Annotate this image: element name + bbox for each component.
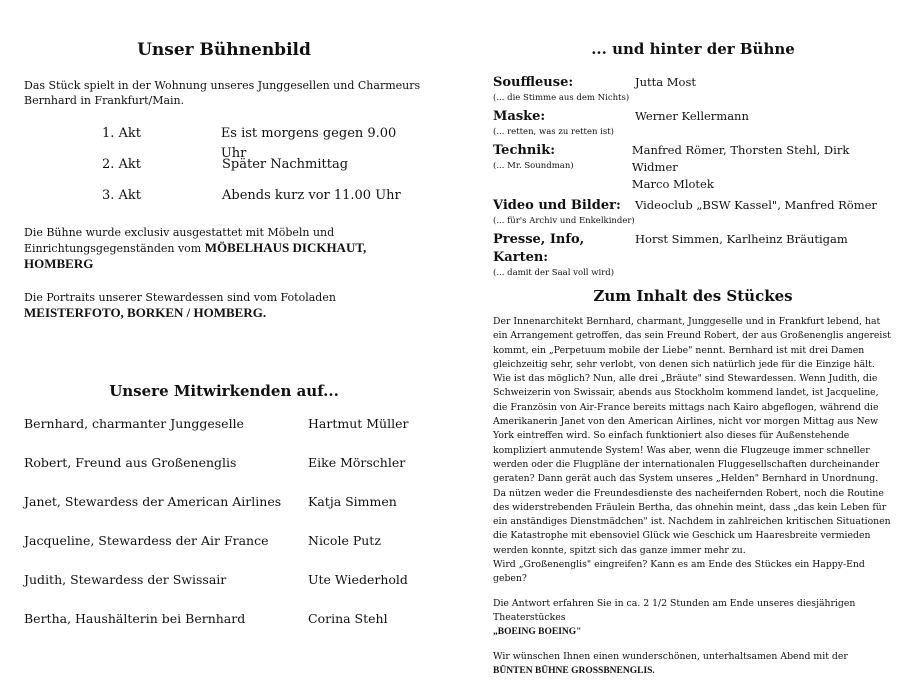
crew-names: Videoclub „BSW Kassel", Manfred Römer: [635, 198, 877, 212]
cast-row: [24, 533, 424, 572]
crew-role-note: (... die Stimme aus dem Nichts): [493, 93, 630, 103]
crew-role: Technik:: [493, 143, 556, 158]
left-page: [24, 40, 424, 626]
cast-role: Robert, Freund aus Großenenglis: [24, 455, 237, 470]
closing-wish: [493, 650, 893, 679]
play-title: „BOEING BOEING": [493, 627, 582, 638]
backstage-title: ... und hinter der Bühne: [591, 40, 795, 58]
cast-role: Janet, Stewardess der American Airlines: [24, 494, 282, 509]
stage-furnishing-text: Die Bühne wurde exclusiv ausgestattet mit Möbeln und Einrichtungsgegenständen vom: [24, 226, 335, 255]
cast-role: Judith, Stewardess der Swissair: [24, 572, 227, 587]
crew-role-note: (... damit der Saal voll wird): [493, 268, 615, 278]
cast-actor: Hartmut Müller: [308, 416, 409, 431]
closing-wish-text: Wir wünschen Ihnen einen wunderschönen, unterhaltsamen Abend mit der: [493, 650, 848, 662]
cast-row: [24, 455, 424, 494]
cast-actor: Ute Wiederhold: [308, 572, 408, 587]
answer-text: Die Antwort erfahren Sie in ca. 2 1/2 Stunden am Ende unseres diesjährigen Theaterstückes: [493, 597, 856, 623]
cast-row: [24, 494, 424, 533]
cast-list: [24, 416, 424, 650]
crew-row: [493, 197, 893, 227]
portrait-credit-text: Die Portraits unserer Stewardessen sind vom Fotoladen: [24, 291, 336, 304]
stage-furnishing: [24, 225, 424, 272]
cast-row: [24, 416, 424, 455]
crew-role-note: (... für's Archiv und Enkelkinder): [493, 216, 635, 226]
portrait-credit-company: MEISTERFOTO, BORKEN / HOMBERG.: [24, 305, 267, 320]
crew-row: [493, 108, 893, 138]
cast-row: [24, 611, 424, 650]
plot-paragraph: Der Innenarchitekt Bernhard, charmant, Junggeselle und in Frankfurt lebend, hat ein Arrangement getroffen, das sein Freund Robert, der aus Großenenglis angereist kommt, ein „Perpetuum mobile der Liebe" nennt. Bernhard ist mit drei Damen gleichzeitig sehr, sehr verlobt, von denen sich natürlich jede für die Einzige hält. Wie ist das möglich? Nun, alle drei „Bräute" sind Stewardessen. Wenn Judith, die Schweizerin von Swissair, abends aus Stockholm kommend landet, ist Jacqueline, die Französin von Air-France bereits mittags nach Kairo abgeflogen, während die Amerikanerin Janet von den American Airlines, nicht vor morgen Mittag aus New York eintreffen wird. So einfach funktioniert also dieses für Außenstehende kompliziert anmutende System! Was aber, wenn die Flugzeuge immer schneller werden oder die Flugpläne der internationalen Fluggesellschaften durcheinander geraten? Dann gerät auch das System unseres „Helden" Bernhard in Unordnung.: [493, 316, 891, 485]
cast-actor: Eike Mörschler: [308, 455, 406, 470]
crew-role: Maske:: [493, 109, 546, 124]
plot-paragraph: Da nützen weder die Freundesdienste des nacheifernden Robert, noch die Routine des widerstrebenden Fräulein Bertha, das ohnehin meint, dass „das kein Leben für ein anständiges Dienstmädchen" ist. Nachdem in zahlreichen kritischen Situationen die Katastrophe mit ebensoviel Glück wie Geschick um Haaresbreite vermieden werden konnte, spitzt sich das ganze immer mehr zu.: [493, 487, 891, 556]
cast-role: Bernhard, charmanter Junggeselle: [24, 416, 244, 431]
crew-role-note: (... retten, was zu retten ist): [493, 127, 614, 137]
plot-title: Zum Inhalt des Stückes: [593, 287, 793, 305]
act-time: Später Nachmittag: [222, 157, 349, 172]
acts-list: [102, 124, 424, 217]
portrait-credit: [24, 290, 424, 321]
right-page: [493, 40, 893, 678]
cast-actor: Katja Simmen: [308, 494, 397, 509]
crew-names: Werner Kellermann: [635, 109, 749, 123]
cast-role: Bertha, Haushälterin bei Bernhard: [24, 611, 246, 626]
cast-actor: Nicole Putz: [308, 533, 381, 548]
crew-role: Presse, Info, Karten:: [493, 232, 585, 265]
crew-role: Video und Bilder:: [493, 198, 621, 213]
crew-names: Horst Simmen, Karlheinz Bräutigam: [635, 232, 848, 246]
answer-note: [493, 597, 893, 640]
crew-role: Souffleuse:: [493, 75, 574, 90]
crew-row: [493, 142, 893, 193]
crew-names-line2: Marco Mlotek: [631, 177, 714, 191]
cast-row: [24, 572, 424, 611]
crew-list: [493, 74, 893, 279]
crew-row: [493, 231, 893, 279]
stage-furnishing-company: MÖBELHAUS DICKHAUT, HOMBERG: [24, 240, 367, 271]
plot-text: [493, 315, 893, 678]
cast-actor: Corina Stehl: [308, 611, 388, 626]
crew-names: Manfred Römer, Thorsten Stehl, Dirk Widmer: [631, 143, 850, 174]
cast-role: Jacqueline, Stewardess der Air France: [24, 533, 269, 548]
stage-intro: Das Stück spielt in der Wohnung unseres Junggesellen und Charmeurs Bernhard in Frankfurt/Main.: [24, 79, 421, 107]
plot-question: Wird „Großenenglis" eingreifen? Kann es am Ende des Stückes ein Happy-End geben?: [493, 559, 865, 585]
act-row: [102, 186, 424, 217]
theater-group: BÜNTEN BÜHNE GROSSBNENGLIS.: [493, 665, 655, 676]
act-time: Abends kurz vor 11.00 Uhr: [222, 188, 401, 203]
act-number: 2. Akt: [102, 157, 142, 172]
act-row: [102, 124, 424, 161]
act-time: Es ist morgens gegen 9.00 Uhr: [220, 126, 397, 161]
act-number: 3. Akt: [102, 188, 142, 203]
crew-row: [493, 74, 893, 104]
crew-names: Jutta Most: [635, 75, 696, 89]
act-row: [102, 155, 424, 186]
stage-title: Unser Bühnenbild: [137, 40, 311, 60]
crew-role-note: (... Mr. Soundman): [493, 161, 574, 171]
cast-title: Unsere Mitwirkenden auf...: [109, 382, 339, 400]
act-number: 1. Akt: [102, 126, 142, 141]
